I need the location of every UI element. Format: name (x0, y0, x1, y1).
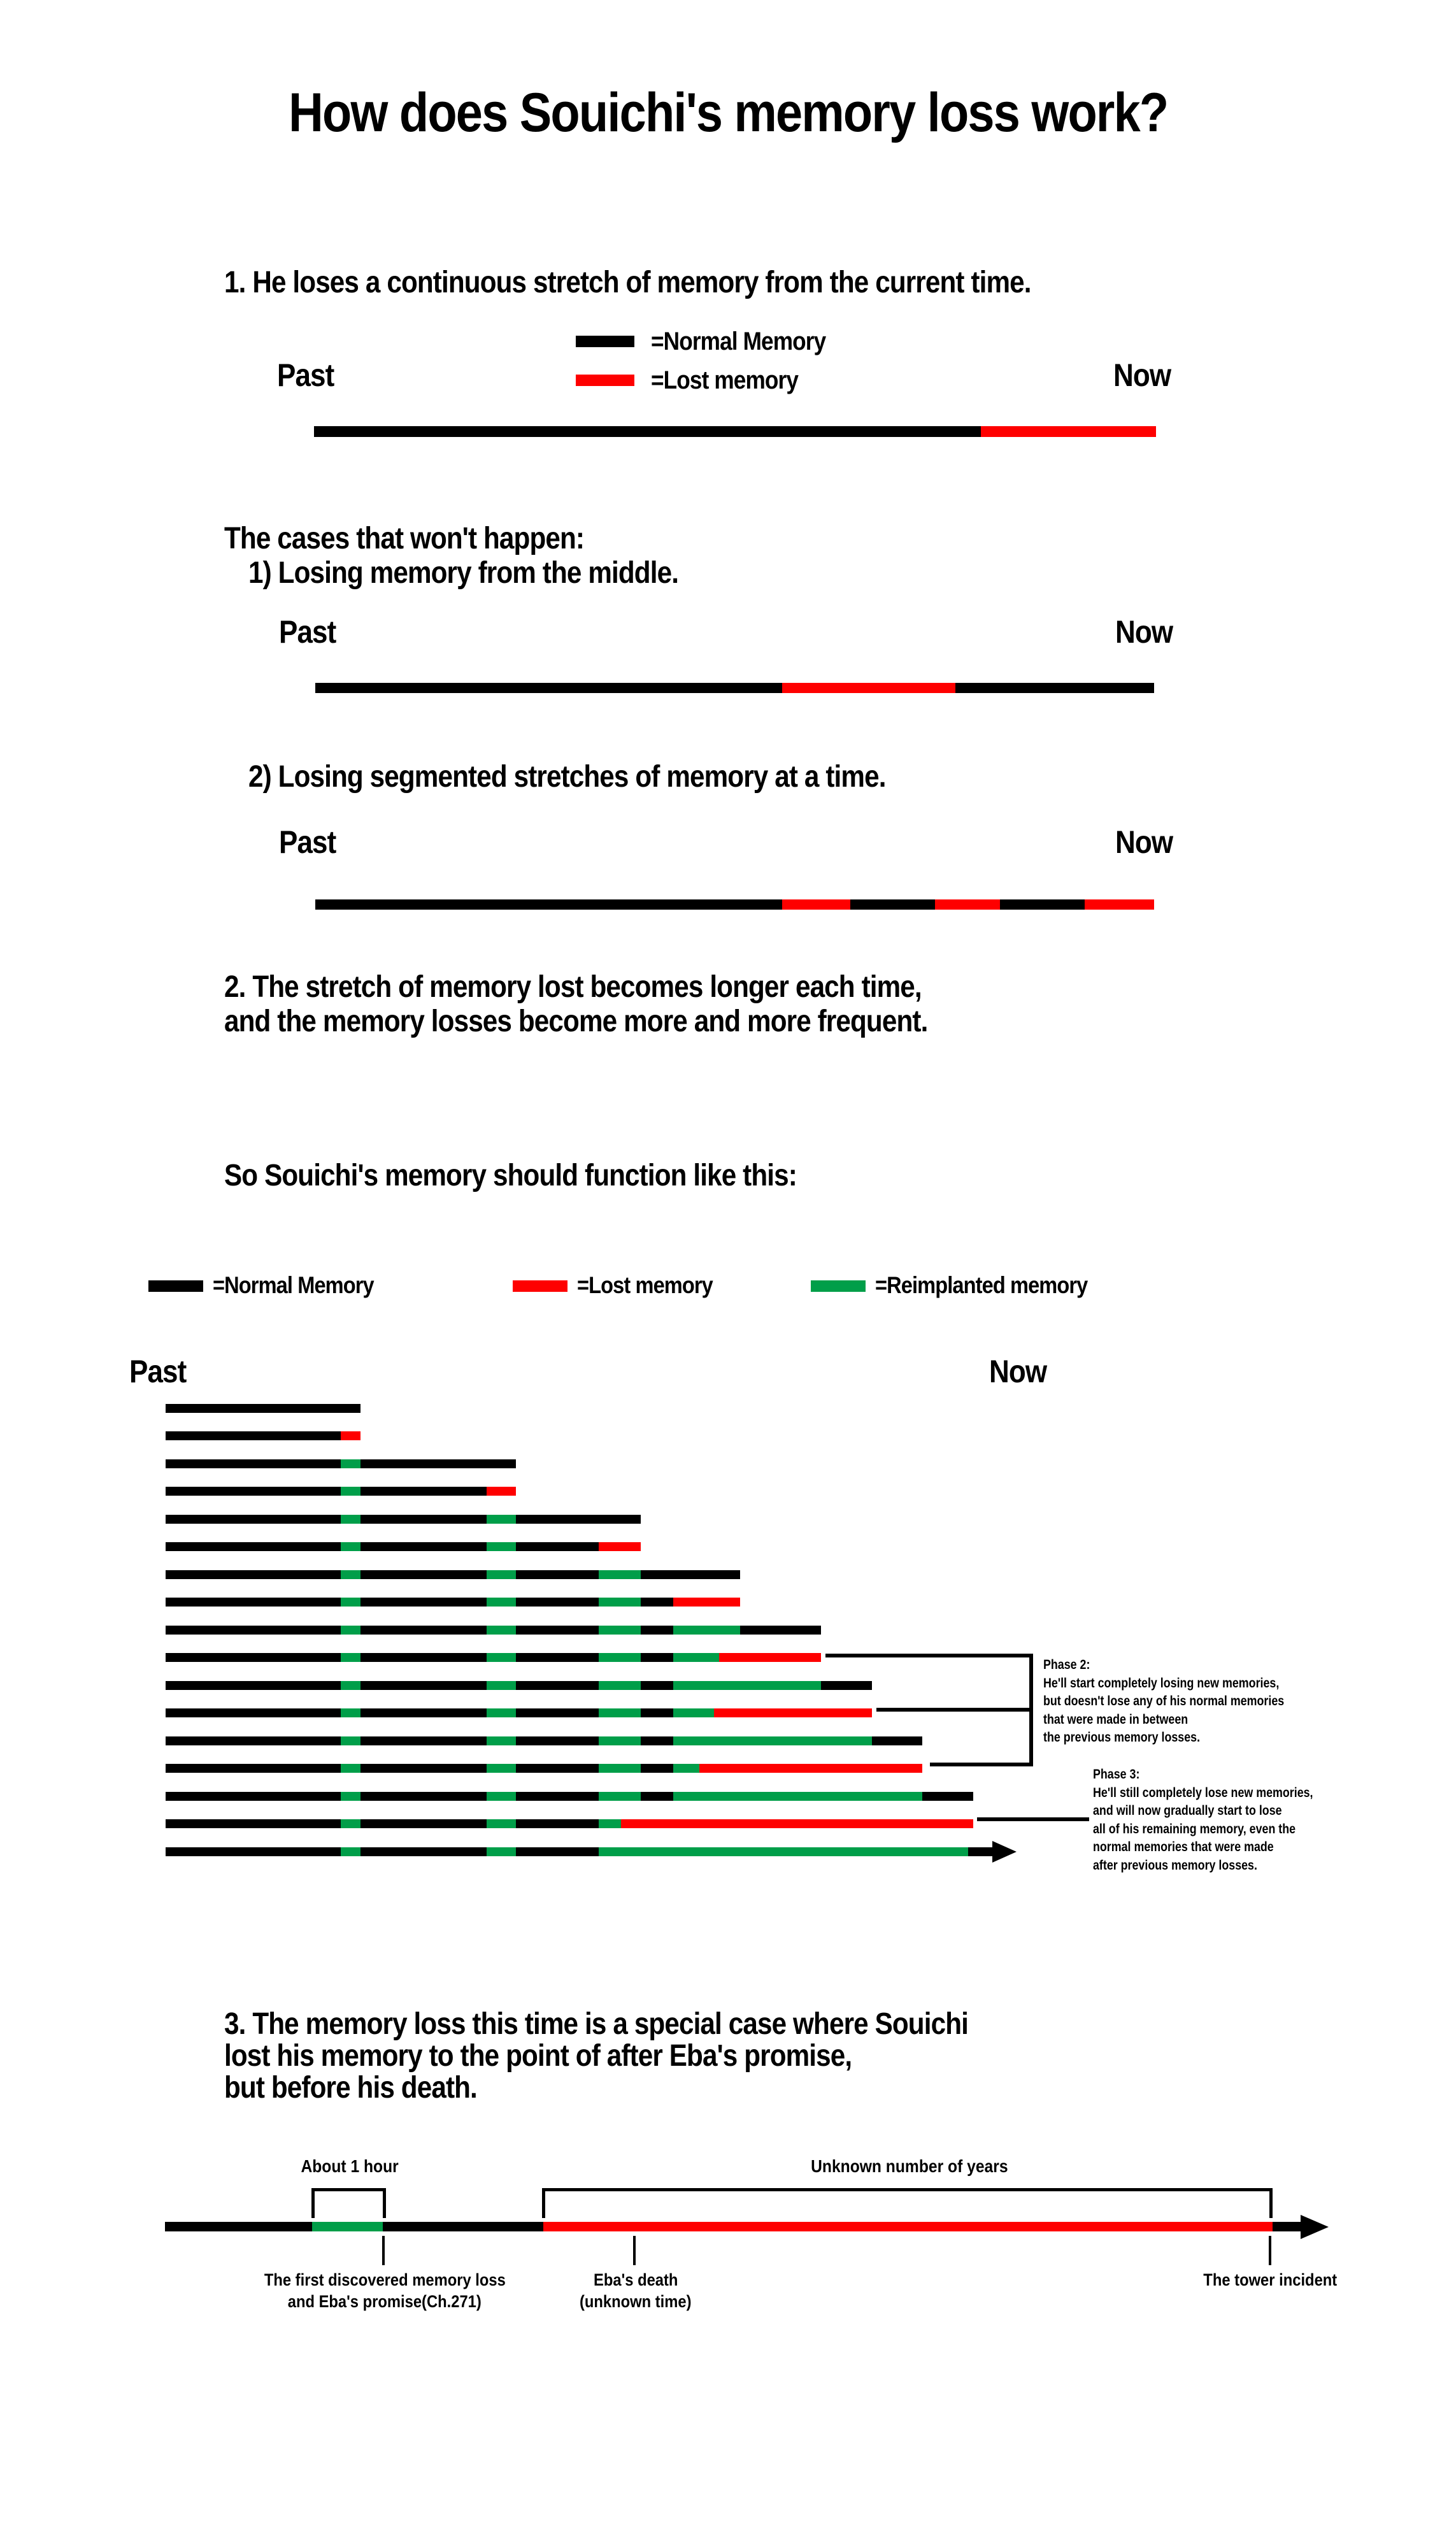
case2-past-label: Past (279, 824, 336, 860)
memory-segment-lost (782, 683, 955, 693)
memory-segment-reimplanted (673, 1736, 872, 1745)
memory-segment-lost (341, 1431, 360, 1440)
memory-segment-normal (166, 1570, 341, 1579)
text-line: the previous memory losses. (1043, 1730, 1201, 1745)
memory-segment-lost (981, 426, 1156, 437)
case1-past-label: Past (279, 614, 336, 650)
memory-segment-lost (543, 2222, 1273, 2231)
legend2-label-lost: =Lost memory (577, 1272, 713, 1298)
section2-intro: So Souichi's memory should function like this: (224, 1159, 797, 1192)
text-line: and Eba's promise(Ch.271) (287, 2292, 482, 2311)
phase2-annotation (1043, 1656, 1327, 1747)
memory-segment-normal (641, 1626, 673, 1635)
memory-segment-normal (166, 1819, 341, 1828)
memory-segment-normal (641, 1736, 673, 1745)
text-line: that were made in between (1043, 1712, 1188, 1727)
memory-segment-normal (360, 1459, 516, 1468)
memory-segment-reimplanted (599, 1570, 641, 1579)
memory-segment-reimplanted (341, 1708, 360, 1717)
memory-segment-normal (641, 1653, 673, 1662)
memory-segment-reimplanted (341, 1653, 360, 1662)
memory-segment-normal (360, 1819, 487, 1828)
text-line: He'll still completely lose new memories, (1093, 1785, 1313, 1800)
legend2-swatch-lost (513, 1280, 567, 1292)
section2-line2: and the memory losses become more and more frequent. (224, 1005, 928, 1038)
memory-segment-normal (360, 1542, 487, 1551)
memory-segment-reimplanted (341, 1598, 360, 1607)
memory-segment-reimplanted (487, 1626, 516, 1635)
memory-segment-reimplanted (599, 1764, 641, 1773)
memory-segment-reimplanted (341, 1681, 360, 1690)
memory-segment-reimplanted (673, 1653, 719, 1662)
memory-segment-normal (360, 1598, 487, 1607)
memory-segment-reimplanted (487, 1792, 516, 1801)
memory-segment-reimplanted (341, 1542, 360, 1551)
memory-segment-reimplanted (599, 1792, 641, 1801)
memory-segment-reimplanted (599, 1847, 968, 1856)
memory-segment-lost (599, 1542, 641, 1551)
memory-segment-lost (714, 1708, 872, 1717)
memory-segment-lost (1085, 899, 1154, 910)
memory-segment-reimplanted (487, 1515, 516, 1524)
memory-segment-normal (166, 1404, 360, 1413)
memory-segment-reimplanted (487, 1598, 516, 1607)
memory-segment-reimplanted (599, 1819, 621, 1828)
memory-segment-reimplanted (599, 1653, 641, 1662)
memory-segment-reimplanted (487, 1681, 516, 1690)
memory-segment-reimplanted (673, 1792, 922, 1801)
memory-segment-normal (314, 426, 981, 437)
memory-segment-reimplanted (599, 1598, 641, 1607)
legend-label-normal: =Normal Memory (651, 327, 826, 355)
memory-segment-normal (166, 1736, 341, 1745)
memory-segment-normal (516, 1653, 599, 1662)
memory-segment-normal (516, 1681, 599, 1690)
memory-segment-normal (850, 899, 935, 910)
memory-segment-normal (315, 899, 782, 910)
section2-line1: 2. The stretch of memory lost becomes longer each time, (224, 970, 922, 1004)
memory-segment-lost (621, 1819, 973, 1828)
memory-segment-normal (516, 1764, 599, 1773)
memory-segment-normal (360, 1792, 487, 1801)
case2-now-label: Now (1115, 824, 1173, 860)
memory-segment-normal (166, 1653, 341, 1662)
memory-segment-reimplanted (341, 1764, 360, 1773)
memory-segment-normal (166, 1626, 341, 1635)
memory-segment-normal (516, 1570, 599, 1579)
case2-heading: 2) Losing segmented stretches of memory at a time. (248, 760, 886, 794)
memory-segment-normal (166, 1847, 341, 1856)
memory-segment-normal (360, 1515, 487, 1524)
memory-segment-normal (360, 1847, 487, 1856)
memory-segment-normal (315, 683, 782, 693)
text-line: The tower incident (1203, 2270, 1337, 2289)
text-line: Phase 3: (1093, 1767, 1140, 1782)
section1-now-label: Now (1113, 357, 1171, 393)
memory-segment-normal (516, 1542, 599, 1551)
text-line: Eba's death (593, 2270, 678, 2289)
phase2-connector-bottom (930, 1763, 1033, 1766)
legend2-swatch-normal (148, 1280, 203, 1292)
legend-swatch-lost (576, 375, 634, 386)
memory-segment-reimplanted (599, 1708, 641, 1717)
cases-heading: The cases that won't happen: (224, 522, 585, 555)
legend2-label-reimplanted: =Reimplanted memory (875, 1272, 1088, 1298)
memory-segment-reimplanted (341, 1819, 360, 1828)
memory-segment-normal (166, 1792, 341, 1801)
memory-segment-normal (166, 1487, 341, 1496)
memory-segment-normal (1000, 899, 1085, 910)
memory-segment-reimplanted (599, 1626, 641, 1635)
memory-segment-normal (516, 1847, 599, 1856)
memory-segment-reimplanted (599, 1736, 641, 1745)
memory-segment-normal (360, 1736, 487, 1745)
memory-segment-normal (641, 1792, 673, 1801)
timeline-arrowhead-icon (1301, 2215, 1329, 2239)
memory-segment-normal (516, 1819, 599, 1828)
phase2-connector-middle (876, 1708, 1033, 1712)
memory-segment-reimplanted (599, 1681, 641, 1690)
phase2-bracket-vertical (1029, 1654, 1033, 1766)
event2-tick (633, 2236, 636, 2265)
memory-segment-normal (360, 1708, 487, 1717)
text-line: (unknown time) (580, 2292, 692, 2311)
text-line: Phase 2: (1043, 1657, 1090, 1672)
event1-tick (382, 2236, 385, 2265)
memory-segment-normal (516, 1626, 599, 1635)
infographic-page: How does Souichi's memory loss work? 1. He loses a continuous stretch of memory from the current time. =Normal Memory =Lost memory Past Now The cases that won't happen: 1) Losing memory from the middle. Past Now 2) Losing segmented stretches of memory at a time. Past Now 2. The stretch of memory lost becomes longer each time, and the memory losses become more and more frequent. So Souichi's memory should function like this: =Normal Memory =Lost memory =Reimplanted memory Past Now Phase 2: He'll start completely losing new memories, but doesn't lose any of his normal memories that were made in between the previous memory losses. Phase 3: He'll still completely lose new memories, and will now gradually start to lose all of his remaining memory, even the normal memories that were made after previous memory losses. 3. The memory loss this time is a special case where Souichi lost his memory to the point of after Eba's promise, but before his death. About 1 hour Unknown number of years The first discovered memory loss and Eba's promise(Ch.271) Eba's death (unknown time) The tower incident (0, 0, 1456, 2548)
memory-segment-reimplanted (341, 1847, 360, 1856)
text-line: after previous memory losses. (1093, 1857, 1257, 1873)
memory-segment-normal (641, 1708, 673, 1717)
memory-segment-lost (719, 1653, 821, 1662)
memory-segment-normal (641, 1764, 673, 1773)
memory-segment-reimplanted (673, 1681, 821, 1690)
memory-segment-reimplanted (341, 1459, 360, 1468)
memory-segment-reimplanted (487, 1570, 516, 1579)
memory-segment-normal (360, 1681, 487, 1690)
memory-segment-normal (166, 1515, 341, 1524)
memory-segment-normal (383, 2222, 543, 2231)
section1-past-label: Past (277, 357, 334, 393)
phase3-connector (977, 1817, 1089, 1821)
memory-segment-normal (165, 2222, 312, 2231)
memory-segment-lost (673, 1598, 740, 1607)
memory-segment-normal (166, 1681, 341, 1690)
memory-segment-normal (872, 1736, 922, 1745)
memory-segment-reimplanted (341, 1515, 360, 1524)
memory-segment-normal (955, 683, 1154, 693)
memory-segment-normal (360, 1626, 487, 1635)
memory-segment-reimplanted (673, 1626, 740, 1635)
memory-segment-normal (922, 1792, 973, 1801)
memory-segment-reimplanted (341, 1570, 360, 1579)
memory-segment-lost (935, 899, 1000, 910)
memory-segment-normal (740, 1626, 821, 1635)
memory-segment-reimplanted (487, 1708, 516, 1717)
memory-segment-normal (166, 1764, 341, 1773)
diagram-now-label: Now (989, 1354, 1047, 1389)
memory-segment-normal (641, 1570, 740, 1579)
memory-segment-reimplanted (312, 2222, 383, 2231)
text-line: The first discovered memory loss (264, 2270, 506, 2289)
memory-segment-reimplanted (341, 1736, 360, 1745)
memory-segment-normal (968, 1847, 992, 1856)
section3-line1: 3. The memory loss this time is a special case where Souichi (224, 2007, 968, 2041)
memory-segment-normal (641, 1681, 673, 1690)
memory-segment-lost (487, 1487, 516, 1496)
memory-segment-normal (360, 1653, 487, 1662)
memory-segment-normal (641, 1598, 673, 1607)
legend2-swatch-reimplanted (811, 1280, 866, 1292)
legend2-label-normal: =Normal Memory (213, 1272, 374, 1298)
memory-segment-normal (360, 1570, 487, 1579)
memory-segment-normal (166, 1542, 341, 1551)
memory-segment-normal (516, 1598, 599, 1607)
case1-now-label: Now (1115, 614, 1173, 650)
text-line: and will now gradually start to lose (1093, 1803, 1282, 1819)
memory-segment-normal (516, 1515, 641, 1524)
phase3-annotation (1093, 1766, 1352, 1875)
memory-segment-reimplanted (487, 1764, 516, 1773)
timeline-arrowhead-icon (992, 1841, 1017, 1863)
text-line: but doesn't lose any of his normal memories (1043, 1694, 1285, 1709)
memory-segment-reimplanted (487, 1542, 516, 1551)
memory-segment-reimplanted (341, 1792, 360, 1801)
legend-label-lost: =Lost memory (651, 366, 799, 394)
memory-segment-normal (166, 1459, 341, 1468)
memory-segment-normal (166, 1431, 341, 1440)
memory-segment-reimplanted (487, 1736, 516, 1745)
memory-segment-reimplanted (341, 1626, 360, 1635)
memory-segment-lost (782, 899, 850, 910)
memory-segment-reimplanted (673, 1764, 699, 1773)
memory-segment-reimplanted (341, 1487, 360, 1496)
memory-segment-reimplanted (673, 1708, 714, 1717)
phase2-connector-top (825, 1654, 1033, 1657)
memory-segment-normal (1273, 2222, 1301, 2231)
memory-segment-lost (699, 1764, 922, 1773)
memory-segment-reimplanted (487, 1847, 516, 1856)
memory-segment-normal (516, 1708, 599, 1717)
case1-heading: 1) Losing memory from the middle. (248, 556, 679, 590)
memory-segment-normal (166, 1708, 341, 1717)
event3-tick (1269, 2236, 1271, 2265)
section3-line3: but before his death. (224, 2071, 477, 2105)
section3-line2: lost his memory to the point of after Eba's promise, (224, 2039, 852, 2073)
text-line: all of his remaining memory, even the (1093, 1821, 1296, 1836)
diagram-past-label: Past (129, 1354, 187, 1389)
memory-segment-reimplanted (487, 1819, 516, 1828)
memory-segment-normal (516, 1792, 599, 1801)
memory-segment-normal (516, 1736, 599, 1745)
memory-segment-normal (360, 1764, 487, 1773)
legend-swatch-normal (576, 336, 634, 347)
text-line: He'll start completely losing new memories, (1043, 1675, 1280, 1691)
memory-segment-normal (166, 1598, 341, 1607)
text-line: normal memories that were made (1093, 1840, 1274, 1855)
memory-segment-normal (821, 1681, 872, 1690)
memory-segment-reimplanted (487, 1653, 516, 1662)
section1-heading: 1. He loses a continuous stretch of memory from the current time. (224, 266, 1031, 299)
memory-segment-normal (360, 1487, 487, 1496)
